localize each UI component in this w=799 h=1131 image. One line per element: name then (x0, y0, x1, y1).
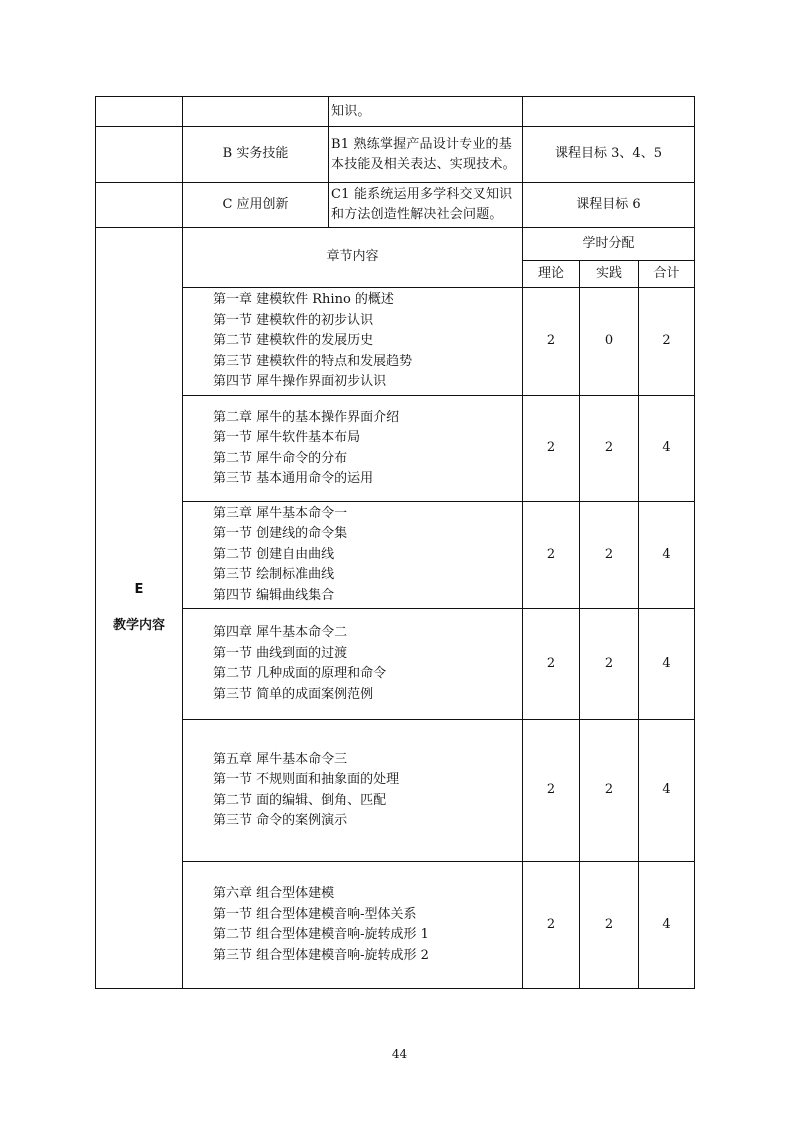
chapter-content (183, 720, 523, 862)
chapter-content (183, 288, 523, 396)
objective-cell: B1 熟练掌握产品设计专业的基本技能及相关表达、实现技术。 (329, 127, 523, 183)
theory-hours: 2 (523, 288, 580, 396)
total-hours: 4 (639, 396, 695, 502)
practice-hours: 2 (580, 862, 639, 989)
objective-cell: C1 能系统运用多学科交叉知识和方法创造性解决社会问题。 (329, 183, 523, 228)
chapter-line: 第四节 犀牛操作界面初步认识 (213, 374, 387, 390)
chapter-line: 第二节 几种成面的原理和命令 (213, 666, 387, 681)
chapter-line: 第二节 创建自由曲线 (213, 546, 335, 562)
theory-hours: 2 (523, 609, 580, 720)
mapping-cell: 课程目标 3、4、5 (523, 127, 695, 183)
theory-hours: 2 (523, 720, 580, 862)
chapter-line: 第一节 不规则面和抽象面的处理 (213, 772, 400, 787)
chapter-line: 第三章 犀牛基本命令一 (213, 505, 348, 521)
chapter-line: 第四节 编辑曲线集合 (213, 587, 335, 603)
total-hours: 4 (639, 502, 695, 609)
mapping-cell (523, 97, 695, 127)
objective-row (96, 127, 695, 183)
page-number: 44 (391, 1047, 408, 1061)
category-cell: C 应用创新 (183, 183, 329, 228)
chapter-line: 第二章 犀牛的基本操作界面介绍 (213, 409, 400, 425)
chapter-content (183, 396, 523, 502)
chapter-line: 第二节 面的编辑、倒角、匹配 (213, 792, 387, 808)
objective-row (96, 97, 695, 127)
content-header: 章节内容 (183, 228, 523, 288)
chapter-row (96, 396, 695, 502)
theory-hours: 2 (523, 396, 580, 502)
hours-header: 学时分配 (523, 228, 695, 261)
chapter-line: 第二节 建模软件的发展历史 (213, 333, 374, 349)
chapter-row (96, 862, 695, 989)
chapter-line: 第二节 组合型体建模音响-旋转成形 1 (213, 927, 429, 942)
practice-hours: 0 (580, 288, 639, 396)
chapter-line: 第三节 简单的成面案例范例 (213, 686, 374, 702)
total-header: 合计 (639, 261, 695, 288)
practice-hours: 2 (580, 502, 639, 609)
objective-cell: 知识。 (329, 97, 523, 127)
chapter-line: 第三节 命令的案例演示 (213, 813, 348, 828)
chapter-content (183, 609, 523, 720)
chapter-content (183, 502, 523, 609)
category-cell: B 实务技能 (183, 127, 329, 183)
chapter-line: 第四章 犀牛基本命令二 (213, 625, 348, 640)
practice-header: 实践 (580, 261, 639, 288)
objective-row (96, 183, 695, 228)
chapter-line: 第二节 犀牛命令的分布 (213, 450, 348, 466)
empty-cell (96, 97, 183, 127)
total-hours: 4 (639, 720, 695, 862)
chapter-line: 第三节 基本通用命令的运用 (213, 471, 374, 486)
chapter-row (96, 609, 695, 720)
category-cell (183, 97, 329, 127)
theory-hours: 2 (523, 502, 580, 609)
chapter-row (96, 502, 695, 609)
practice-hours: 2 (580, 720, 639, 862)
mapping-cell: 课程目标 6 (523, 183, 695, 228)
empty-cell (96, 127, 183, 183)
chapter-line: 第一节 创建线的命令集 (213, 526, 348, 542)
section-label-cell (96, 228, 183, 989)
practice-hours: 2 (580, 609, 639, 720)
practice-hours: 2 (580, 396, 639, 502)
chapter-line: 第五章 犀牛基本命令三 (213, 751, 348, 767)
chapter-line: 第三节 建模软件的特点和发展趋势 (213, 353, 413, 369)
chapter-line: 第一节 组合型体建模音响-型体关系 (213, 906, 417, 922)
chapter-content (183, 862, 523, 989)
total-hours: 2 (639, 288, 695, 396)
total-hours: 4 (639, 609, 695, 720)
chapter-line: 第一节 犀牛软件基本布局 (213, 430, 361, 445)
chapter-line: 第三节 绘制标准曲线 (213, 567, 335, 583)
theory-hours: 2 (523, 862, 580, 989)
chapter-line: 第三节 组合型体建模音响-旋转成形 2 (213, 947, 429, 963)
chapter-row (96, 720, 695, 862)
course-table (95, 96, 695, 989)
theory-header: 理论 (523, 261, 580, 288)
empty-cell (96, 183, 183, 228)
chapter-row (96, 288, 695, 396)
section-label: 教学内容 (112, 618, 165, 633)
chapter-line: 第一章 建模软件 Rhino 的概述 (213, 292, 394, 308)
chapter-line: 第六章 组合型体建模 (213, 886, 335, 901)
chapter-line: 第一节 建模软件的初步认识 (213, 312, 374, 328)
total-hours: 4 (639, 862, 695, 989)
header-row (96, 228, 695, 261)
chapter-line: 第一节 曲线到面的过渡 (213, 645, 348, 661)
section-letter: E (134, 581, 144, 597)
